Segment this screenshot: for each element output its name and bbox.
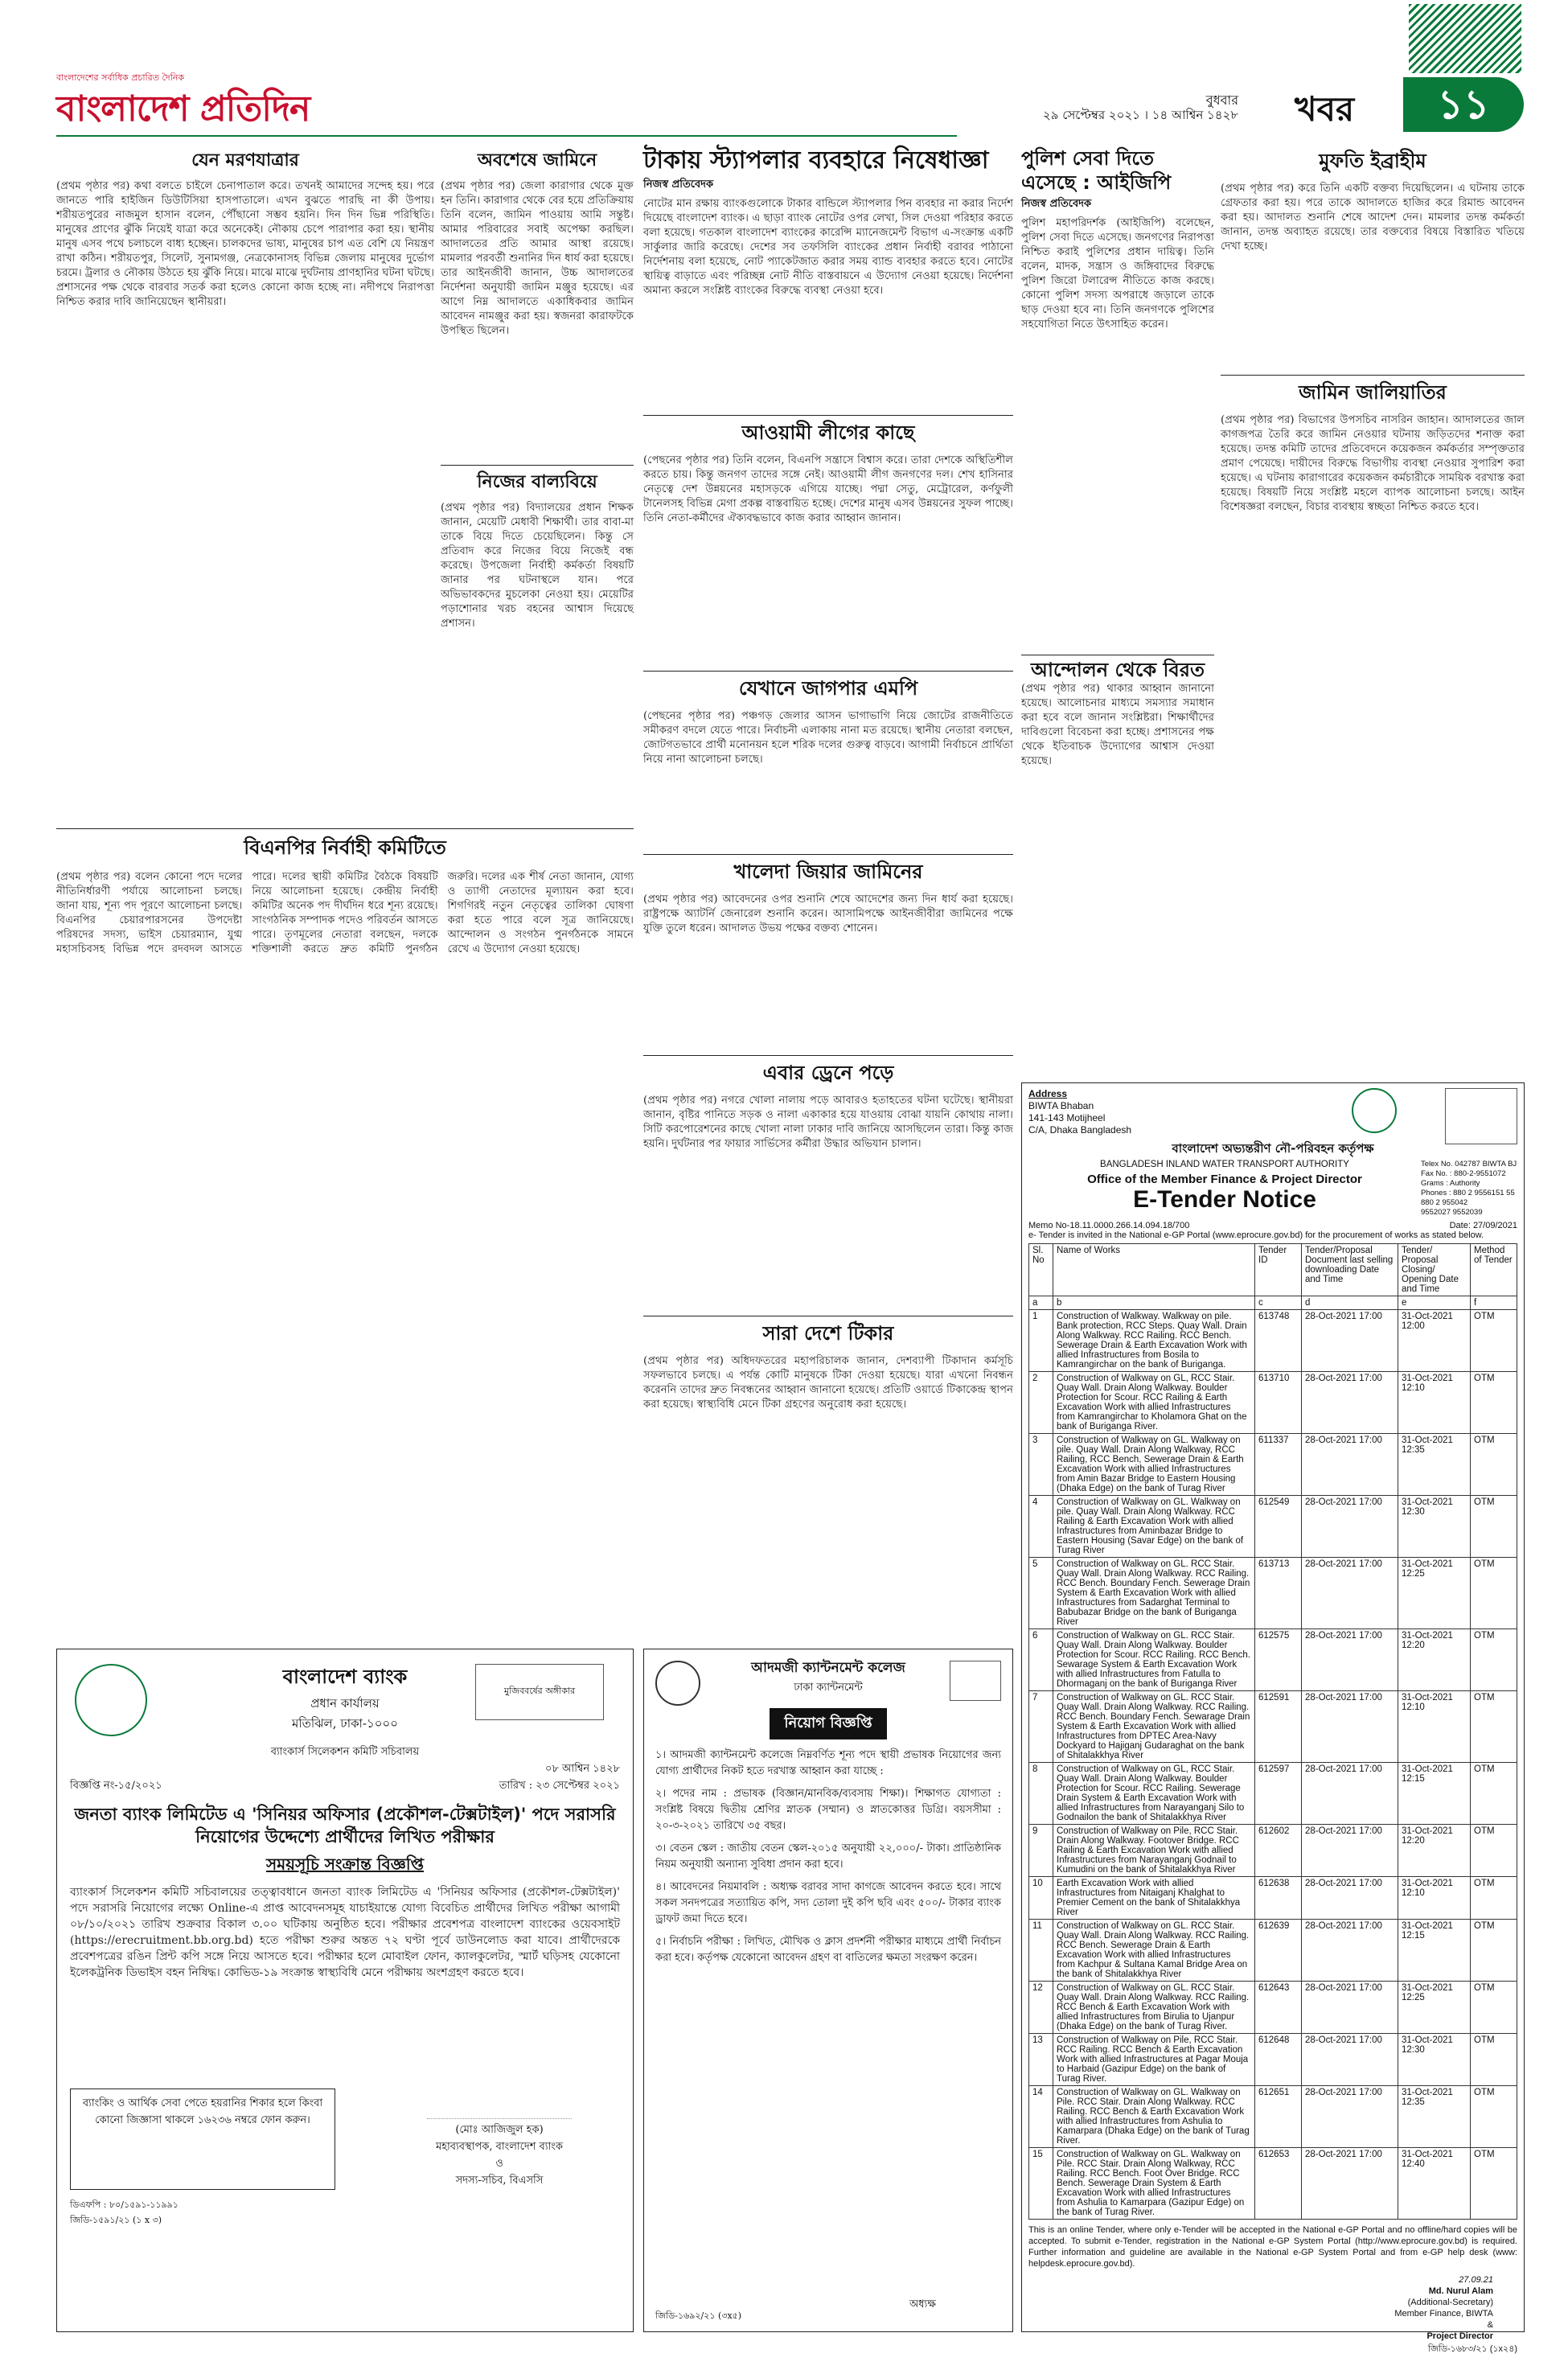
table-cell-last: 28-Oct-2021 17:00 <box>1302 1825 1398 1877</box>
signer-title: Project Director <box>1426 2331 1493 2341</box>
table-cell-last: 28-Oct-2021 17:00 <box>1302 1629 1398 1691</box>
ad-ref: জিডি-১৬৮৩/২১ (১x২৪) <box>1427 2344 1517 2354</box>
article-body: (প্রথম পৃষ্ঠার পর) অধিদফতরের মহাপরিচালক জানান, দেশব্যাপী টিকাদান কর্মসূচি সফলভাবে চলছে। এ পর্যন্ত কোটি মানুষকে টিকা দেওয়া হয়েছে। যারা এখনো নিবন্ধন করেননি তাদের দ্রুত নিবন্ধনের আহ্বান জানানো হয়েছে। প্রতিটি ওয়ার্ডে টিকাকেন্দ্র স্থাপন করা হয়েছে। স্বাস্থ্যবিধি মেনে টিকা গ্রহণের অনুরোধ করা হয়েছে। <box>643 1355 1013 1411</box>
table-cell-method: OTM <box>1471 1558 1517 1629</box>
table-row <box>1029 2148 1517 2220</box>
article-drain <box>643 1058 1013 1314</box>
article-bnp <box>56 833 634 1637</box>
table-cell-method: OTM <box>1471 1372 1517 1434</box>
article-marriage <box>441 468 634 822</box>
divider <box>643 671 1013 672</box>
table-cell-name: Construction of Walkway on GL. RCC Stair. Quay Wall. Drain Along Walkway. RCC Railing. RCC Bench & Earth Excavation Work with allied Infrastructures from Birulia to Ujanpur (Dhaka Edge) on the bank of Turag River. <box>1053 1982 1255 2034</box>
notice-item: ৩। বেতন স্কেল : জাতীয় বেতন স্কেল-২০১৫ অনুযায়ী ২২,০০০/- টাকা। প্রাতিষ্ঠানিক নিয়ম অনুযায়ী অন্যান্য সুবিধা প্রদান করা হবে। <box>655 1842 1001 1871</box>
signer-name: Md. Nurul Alam <box>1428 2286 1493 2296</box>
masthead <box>0 0 1568 161</box>
table-cell-close: 31-Oct-2021 12:10 <box>1398 1691 1471 1763</box>
ad-biwta-etender <box>1021 1082 1525 2354</box>
table-cell-method: OTM <box>1471 2086 1517 2148</box>
table-cell-sl: 12 <box>1029 1982 1053 2034</box>
table-row <box>1029 1310 1517 1372</box>
notice-body: ব্যাংকার্স সিলেকশন কমিটি সচিবালয়ের তত্ত্বাবধানে জনতা ব্যাংক লিমিটেড এ 'সিনিয়র অফিসার (প্রকৌশল-টেক্সটাইল)' পদে সরাসরি নিয়োগের লক্ষ্যে Online-এ প্রাপ্ত আবেদনসমূহ যাচাইয়ান্তে যোগ্য বিবেচিত প্রার্থীদের লিখিত পরীক্ষা আগামী ০৮/১০/২০২১ তারিখ শুক্রবার বিকাল ৩.০০ ঘটিকায় অনুষ্ঠিত হবে। পরীক্ষার প্রবেশপত্র বাংলাদেশ ব্যাংকের ওয়েবসাইট (https://erecruitment.bb.org.bd) হতে পরীক্ষা শুরুর অন্তত ৭২ ঘণ্টা পূর্বে ডাউনলোড করা যাবে। প্রার্থীদেরকে প্রবেশপত্রের রঙিন প্রিন্ট কপি সঙ্গে নিয়ে আসতে হবে। পরীক্ষার হলে মোবাইল ফোন, ক্যালকুলেটর, স্মার্ট ঘড়িসহ যেকোনো ইলেকট্রনিক ডিভাইস বহন নিষিদ্ধ। কোভিড-১৯ সংক্রান্ত স্বাস্থ্যবিধি মেনে পরীক্ষায় অংশগ্রহণ করতে হবে। <box>70 1886 620 1979</box>
table-cell-sl: 13 <box>1029 2034 1053 2086</box>
headline[interactable]: খালেদা জিয়ার জামিনের <box>733 860 923 883</box>
table-header-row <box>1029 1244 1517 1296</box>
table-cell-close: 31-Oct-2021 12:00 <box>1398 1310 1471 1372</box>
newspaper-logo[interactable]: বাংলাদেশ প্রতিদিন <box>56 88 310 129</box>
article-stapler <box>643 146 1013 412</box>
table-cell-id: 612651 <box>1255 2086 1302 2148</box>
ad-city: ঢাকা ক্যান্টনমেন্ট <box>794 1682 863 1694</box>
signer-title: Member Finance, BIWTA <box>1394 2309 1493 2319</box>
table-cell-method: OTM <box>1471 1629 1517 1691</box>
table-cell-id: 612549 <box>1255 1496 1302 1558</box>
table-cell-id: 612653 <box>1255 2148 1302 2220</box>
table-cell-close: 31-Oct-2021 12:15 <box>1398 1763 1471 1825</box>
table-cell-last: 28-Oct-2021 17:00 <box>1302 2086 1398 2148</box>
table-row <box>1029 1434 1517 1496</box>
headline[interactable]: যেখানে জাগপার এমপি <box>738 677 918 700</box>
table-letter-row <box>1029 1296 1517 1310</box>
signer: অধ্যক্ষ <box>909 2298 936 2310</box>
table-cell-id: 612591 <box>1255 1691 1302 1763</box>
table-cell-method: OTM <box>1471 1920 1517 1982</box>
table-cell-sl: 14 <box>1029 2086 1053 2148</box>
col-header: Tender ID <box>1255 1244 1302 1296</box>
address-line: C/A, Dhaka Bangladesh <box>1028 1124 1132 1136</box>
headline[interactable]: বিএনপির নির্বাহী কমিটিতে <box>244 836 446 859</box>
table-row <box>1029 1372 1517 1434</box>
notice-item: ১। আদমজী ক্যান্টনমেন্ট কলেজে নিম্নবর্ণিত শূন্য পদে স্থায়ী প্রভাষক নিয়োগের জন্য যোগ্য প্রার্থীদের নিকট হতে দরখাস্ত আহ্বান করা যাচ্ছে : <box>655 1749 1001 1777</box>
table-cell-close: 31-Oct-2021 12:25 <box>1398 1558 1471 1629</box>
table-row <box>1029 2086 1517 2148</box>
divider <box>441 465 634 466</box>
table-cell-last: 28-Oct-2021 17:00 <box>1302 1982 1398 2034</box>
table-row <box>1029 1691 1517 1763</box>
ad-ref-2: জিডি-১৫৯১/২১ (১ x ৩) <box>70 2215 162 2225</box>
article-police <box>1021 146 1214 653</box>
table-cell-last: 28-Oct-2021 17:00 <box>1302 1558 1398 1629</box>
notice-footer: This is an online Tender, where only e-Tender will be accepted in the National e-GP Portal and no offline/hard copies will be accepted. To submit e-Tender, registration in the National e-GP System Portal (http://www.eprocure.gov.bd) is required. Further information and guideline are available in the National e-GP System Portal and from e-GP help desk (www: helpdesk.eprocure.gov.bd). <box>1028 2225 1517 2269</box>
ad-committee: ব্যাংকার্স সিলেকশন কমিটি সচিবালয় <box>270 1746 420 1758</box>
col-header: Tender/ Proposal Closing/ Opening Date and Time <box>1398 1244 1471 1296</box>
table-cell-method: OTM <box>1471 1825 1517 1877</box>
ad-ref: জিডি-১৬৯২/২১ (৩x৫) <box>655 2310 742 2321</box>
col-letter: f <box>1471 1296 1517 1310</box>
notice-item: ৫। নির্বাচনি পরীক্ষা : লিখিত, মৌখিক ও ক্লাস প্রদর্শনী পরীক্ষার মাধ্যমে প্রার্থী নির্বাচন করা হবে। কর্তৃপক্ষ যেকোনো আবেদন গ্রহণ বা বাতিলের ক্ষমতা সংরক্ষণ করেন। <box>655 1936 1001 1964</box>
address-line: 141-143 Motijheel <box>1028 1112 1106 1123</box>
table-row <box>1029 1920 1517 1982</box>
signer-title: & <box>1487 2320 1493 2330</box>
table-cell-method: OTM <box>1471 1691 1517 1763</box>
article-body: (প্রথম পৃষ্ঠার পর) করে তিনি একটি বক্তব্য দিয়েছিলেন। এ ঘটনায় তাকে গ্রেফতার করা হয়। পরে তাকে আদালতে হাজির করে রিমান্ড আবেদন করা হয়। আদালত শুনানি শেষে আদেশ দেন। মামলার তদন্ত কর্মকর্তা জানান, তদন্ত অব্যাহত রয়েছে। তার বক্তব্যের বিষয়ে বিস্তারিত খতিয়ে দেখা হচ্ছে। <box>1221 183 1525 253</box>
signer-title: মহাব্যবস্থাপক, বাংলাদেশ ব্যাংক <box>435 2141 564 2153</box>
mujib-badge <box>950 1661 1001 1701</box>
table-cell-close: 31-Oct-2021 12:35 <box>1398 1434 1471 1496</box>
table-cell-method: OTM <box>1471 2148 1517 2220</box>
contact-line: Phones : 880 2 9556151 55 <box>1421 1189 1515 1197</box>
contact-line: 9552027 9552039 <box>1421 1208 1483 1217</box>
notice-title: E-Tender Notice <box>1133 1186 1316 1213</box>
table-cell-sl: 4 <box>1029 1496 1053 1558</box>
table-cell-name: Construction of Walkway on GL. RCC Stair. Quay Wall. Drain Along Walkway. RCC Railing. RCC Bench. Sewerage Drain & Earth Excavation Work with allied Infrastructures from Kachpur & Sultana Kamal Bridge Area on the bank of Shitalakkhya River <box>1053 1920 1255 1982</box>
article-vaccine <box>643 1319 1013 1637</box>
article-bail <box>441 146 634 460</box>
article-body: (প্রথম পৃষ্ঠার পর) বিভাগের উপসচিব নাসরিন জাহান। আদালতের জাল কাগজপত্র তৈরি করে জামিন নেওয়ার ঘটনায় জড়িতদের শনাক্ত করা হয়েছে। তদন্ত কমিটি তাদের প্রতিবেদনে কয়েকজন কর্মকর্তার সম্পৃক্ততার প্রমাণ পেয়েছে। দায়ীদের বিরুদ্ধে বিভাগীয় ব্যবস্থা নেওয়ার সুপারিশ করা হয়েছে। এ ঘটনায় কারাগারের কয়েকজন কর্মচারীকে সাময়িক বরখাস্ত করা হয়েছে। বিষয়টি নিয়ে সংশ্লিষ্ট মহলে ব্যাপক আলোচনা চলছে। আইন বিশেষজ্ঞরা বলছেন, বিচার ব্যবস্থায় স্বচ্ছতা নিশ্চিত করতে হবে। <box>1221 414 1525 513</box>
headline[interactable]: জামিন জালিয়াতির <box>1299 381 1447 404</box>
table-cell-name: Construction of Walkway on GL. RCC Stair. Quay Wall. Drain Along Walkway. Boulder Protection for Scour. RCC Railing. RCC Bench. Sewarage System & Earth Excavation Work with allied Infrastructures from Fatulla to Dhormaganj on the bank of Buriganga River <box>1053 1629 1255 1691</box>
table-cell-id: 612638 <box>1255 1877 1302 1920</box>
table-cell-name: Construction of Walkway. Walkway on pile. Bank protection, RCC Steps. Quay Wall. Drain Along Walkway. RCC Railing. RCC Bench. Sewerage Drain & Earth Excavation Work with allied Infrastructures from Bosila to Kamrangirchar on the bank of Buriganga. <box>1053 1310 1255 1372</box>
date-label: তারিখ : <box>499 1780 533 1792</box>
contact-line: Fax No. : 880-2-9551072 <box>1421 1169 1506 1178</box>
table-cell-id: 612575 <box>1255 1629 1302 1691</box>
headline[interactable]: পুলিশ সেবা দিতে এসেছে : আইজিপি <box>1021 147 1172 194</box>
article-body: (প্রথম পৃষ্ঠার পর) নগরে খোলা নালায় পড়ে আবারও হতাহতের ঘটনা ঘটেছে। স্থানীয়রা জানান, বৃষ্টির পানিতে সড়ক ও নালা একাকার হয়ে যাওয়ায় বোঝা যায়নি কোথায় নালা। সিটি করপোরেশনের কাছে খোলা নালা ঢাকার দাবি জানিয়ে আসছিলেন তারা। কিন্তু কাজ হয়নি। দুর্ঘটনার পর ফায়ার সার্ভিসের কর্মীরা উদ্ধার অভিযান চালান। <box>643 1095 1013 1150</box>
divider <box>643 415 1013 416</box>
ad-address: মতিঝিল, ঢাকা-১০০০ <box>292 1716 398 1731</box>
table-cell-last: 28-Oct-2021 17:00 <box>1302 1920 1398 1982</box>
table-cell-id: 612602 <box>1255 1825 1302 1877</box>
ad-bangladesh-bank <box>56 1649 634 2332</box>
table-cell-id: 613710 <box>1255 1372 1302 1434</box>
table-cell-method: OTM <box>1471 1434 1517 1496</box>
article-body: (পেছনের পৃষ্ঠার পর) তিনি বলেন, বিএনপি সন্ত্রাসে বিশ্বাস করে। তারা দেশকে অস্থিতিশীল করতে চায়। কিন্তু জনগণ তাদের সঙ্গে নেই। আওয়ামী লীগ জনগণের দল। শেখ হাসিনার নেতৃত্বে দেশ উন্নয়নের মহাসড়কে এগিয়ে যাচ্ছে। পদ্মা সেতু, মেট্রোরেল, কর্ণফুলী টানেলসহ বিভিন্ন মেগা প্রকল্প বাস্তবায়িত হচ্ছে। দেশের মানুষ এসব উন্নয়নের সুফল পাচ্ছে। তিনি নেতা-কর্মীদের ঐক্যবদ্ধভাবে কাজ করার আহ্বান জানান। <box>643 454 1013 524</box>
mujib-badge <box>1445 1088 1517 1144</box>
headline[interactable]: যেন মরণযাত্রার <box>191 150 299 170</box>
table-cell-name: Construction of Walkway on Pile, RCC Stair. RCC Railing. RCC Bench & Earth Excavation Work with allied Infrastructures at Pagar Mouja to Harbaid (Gazipur Edge) on the bank of Turag River. <box>1053 2034 1255 2086</box>
table-cell-last: 28-Oct-2021 17:00 <box>1302 1310 1398 1372</box>
college-emblem <box>655 1661 700 1706</box>
article-fraud <box>1221 378 1525 1076</box>
table-cell-last: 28-Oct-2021 17:00 <box>1302 1434 1398 1496</box>
masthead-divider-left <box>56 135 957 137</box>
table-cell-method: OTM <box>1471 1763 1517 1825</box>
mujib-badge <box>475 1664 604 1720</box>
table-cell-id: 612643 <box>1255 1982 1302 2034</box>
table-cell-close: 31-Oct-2021 12:10 <box>1398 1372 1471 1434</box>
table-row <box>1029 1496 1517 1558</box>
article-body: (প্রথম পৃষ্ঠার পর) থাকার আহ্বান জানানো হয়েছে। আলোচনার মাধ্যমে সমস্যার সমাধান করা হবে বলে জানান সংশ্লিষ্টরা। শিক্ষার্থীদের দাবিগুলো বিবেচনা করা হচ্ছে। প্রশাসনের পক্ষ থেকে ইতিবাচক উদ্যোগের আশ্বাস দেওয়া হয়েছে। <box>1021 683 1214 767</box>
table-cell-last: 28-Oct-2021 17:00 <box>1302 1691 1398 1763</box>
table-cell-last: 28-Oct-2021 17:00 <box>1302 1763 1398 1825</box>
signature-date: 27.09.21 <box>1459 2275 1493 2285</box>
reporter: নিজস্ব প্রতিবেদক <box>1021 198 1092 210</box>
contact-line: Grams : Authority <box>1421 1179 1480 1188</box>
signature-scribble <box>427 2089 572 2119</box>
col-header: Sl. No <box>1029 1244 1053 1296</box>
table-cell-close: 31-Oct-2021 12:30 <box>1398 2034 1471 2086</box>
table-cell-sl: 3 <box>1029 1434 1053 1496</box>
notice-date: Date: 27/09/2021 <box>1449 1221 1517 1230</box>
table-cell-close: 31-Oct-2021 12:20 <box>1398 1629 1471 1691</box>
contact-line: Telex No. 042787 BIWTA BJ <box>1421 1160 1517 1169</box>
notice-number: বিজ্ঞপ্তি নং-১৫/২০২১ <box>70 1780 162 1792</box>
article-body: (প্রথম পৃষ্ঠার পর) কথা বলতে চাইলে চেনাপাতাল করে। তখনই আমাদের সন্দেহ হয়। পরে জানতে পারি হাইজিন ডিউটিসিয়া হাসপাতালে। এখন বুঝতে পারছি না কী উপায়। শরীয়তপুরের নাজমুল হাসান বলেন, পৌঁছানো সম্ভব হয়নি। দিন দিন ভিন্ন পরিস্থিতি। মানুষের প্রাণের ঝুঁকি নিয়েই যাত্রা করে অনেকেই। নৌকায় চেপে পারাপার করা হয়। স্থানীয় মানুষ এসব পথে চলাচলে বাধ্য হচ্ছেন। চালকদের ভাষ্য, মানুষের চাপ এত বেশি যে নিয়ন্ত্রণ রাখা কঠিন। শরীয়তপুর, সিলেট, সুনামগঞ্জ, নেত্রকোনাসহ বিভিন্ন জেলায় মানুষের দুর্ভোগ চরমে। ট্রলার ও নৌকায় উঠতে হয় ঝুঁকি নিয়ে। মাঝে মাঝে দুর্ঘটনায় প্রাণহানির ঘটনা ঘটছে। প্রশাসনের পক্ষ থেকে বারবার সতর্ক করা হলেও কোনো কাজ হচ্ছে না। নদীপথে নিরাপত্তা নিশ্চিত করার দাবি জানিয়েছেন স্থানীয়রা। <box>56 180 434 308</box>
table-cell-close: 31-Oct-2021 12:10 <box>1398 1877 1471 1920</box>
table-cell-close: 31-Oct-2021 12:15 <box>1398 1920 1471 1982</box>
table-cell-name: Construction of Walkway on GL. RCC Stair. Quay Wall. Drain Along Walkway. RCC Railing. RCC Bench. Boundary Fench. Sewarage Drain System & Earth Excavation Work with allied Infrastructures from DPTEC Area-Navy Dockyard to Hajiganj Gudaraghat on the bank of Shitalakkhya River <box>1053 1691 1255 1763</box>
table-cell-method: OTM <box>1471 1982 1517 2034</box>
table-cell-id: 613748 <box>1255 1310 1302 1372</box>
table-cell-close: 31-Oct-2021 12:40 <box>1398 2148 1471 2220</box>
table-cell-sl: 1 <box>1029 1310 1053 1372</box>
col-header: Name of Works <box>1053 1244 1255 1296</box>
headline[interactable]: আওয়ামী লীগের কাছে <box>741 421 915 444</box>
signer-role: ও <box>495 2158 503 2170</box>
table-row <box>1029 1763 1517 1825</box>
table-cell-method: OTM <box>1471 1310 1517 1372</box>
table-cell-name: Construction of Walkway on GL. RCC Stair. Quay Wall. Drain Along Walkway. RCC Railing. RCC Bench. Boundary Fench. Sewerage Drain System & Earth Excavation Work with allied Infrastructures from Sadarghat Terminal to Babubazar Bridge on the bank of Buriganga River <box>1053 1558 1255 1629</box>
article-body: (প্রথম পৃষ্ঠার পর) বলেন কোনো পদে দলের নীতিনির্ধারণী পর্যায়ে আলোচনা চলছে। জানা যায়, শূন্য পদ পূরণে আলোচনা চলছে। বিএনপির চেয়ারপারসনের উপদেষ্টা পরিষদের সদস্য, ভাইস চেয়ারম্যান, যুগ্ম মহাসচিবসহ বিভিন্ন পদে রদবদল আসতে পারে। দলের স্থায়ী কমিটির বৈঠকে বিষয়টি নিয়ে আলোচনা হয়েছে। কেন্দ্রীয় নির্বাহী কমিটির অনেক পদ দীর্ঘদিন ধরে শূন্য রয়েছে। সাংগঠনিক সম্পাদক পদেও পরিবর্তন আসতে পারে। তৃণমূলের নেতারা বলছেন, দলকে শক্তিশালী করতে দ্রুত কমিটি পুনর্গঠন জরুরি। দলের এক শীর্ষ নেতা জানান, যোগ্য ও ত্যাগী নেতাদের মূল্যায়ন করা হবে। শিগগিরই নতুন নেতৃত্বের তালিকা ঘোষণা করা হতে পারে বলে সূত্র জানিয়েছে। আন্দোলন ও সংগঠন পুনর্গঠনকে সামনে রেখে এ উদ্যোগ নেওয়া হয়েছে। <box>56 871 634 955</box>
table-cell-close: 31-Oct-2021 12:20 <box>1398 1825 1471 1877</box>
headline[interactable]: টাকায় স্ট্যাপলার ব্যবহারে নিষেধাজ্ঞা <box>643 146 989 175</box>
table-cell-method: OTM <box>1471 2034 1517 2086</box>
article-body: (প্রথম পৃষ্ঠার পর) বিদ্যালয়ের প্রধান শিক্ষক জানান, মেয়েটি মেধাবী শিক্ষার্থী। তার বাবা-মা তাকে বিয়ে দিতে চেয়েছিলেন। কিন্তু সে প্রতিবাদ করে নিজের বিয়ে নিজেই বন্ধ করেছে। উপজেলা নির্বাহী কর্মকর্তা বিষয়টি জানার পর ঘটনাস্থলে যান। পরে অভিভাবকদের মুচলেকা নেওয়া হয়। মেয়েটির পড়াশোনার খরচ বহনের আশ্বাস দিয়েছে প্রশাসন। <box>441 502 634 630</box>
col-letter: b <box>1053 1296 1255 1310</box>
col-letter: e <box>1398 1296 1471 1310</box>
notice-subtitle: সময়সূচি সংক্রান্ত বিজ্ঞপ্তি <box>265 1854 425 1874</box>
divider <box>643 854 1013 855</box>
date-en: ২৩ সেপ্টেম্বর ২০২১ <box>536 1780 620 1792</box>
article-awami <box>643 418 1013 667</box>
address-label: Address <box>1028 1088 1068 1099</box>
article-body: (পেছনের পৃষ্ঠার পর) পঞ্চগড় জেলার আসন ভাগাভাগি নিয়ে জোটের রাজনীতিতে সমীকরণ বদলে যেতে পারে। নির্বাচনী এলাকায় নানা মত রয়েছে। স্থানীয় নেতারা বলছেন, জোটগতভাবে প্রার্থী মনোনয়ন হলে শরিক দলের গুরুত্ব বাড়বে। আগামী নির্বাচনে প্রার্থিতা নিয়ে নানা আলোচনা চলছে। <box>643 710 1013 766</box>
tender-rows <box>1029 1310 1517 2220</box>
col-header: Method of Tender <box>1471 1244 1517 1296</box>
contact-line: 880 2 955042 <box>1421 1198 1468 1207</box>
issue-date: ২৯ সেপ্টেম্বর ২০২১ । ১৪ আশ্বিন ১৪২৮ <box>1043 108 1238 122</box>
ad-ref-1: ডিএফপি : ৮০/১৫৯১-১১৯৯১ <box>70 2199 179 2210</box>
article-jagpa <box>643 674 1013 852</box>
table-cell-id: 612597 <box>1255 1763 1302 1825</box>
article-movement <box>1021 658 1214 1076</box>
table-cell-id: 612639 <box>1255 1920 1302 1982</box>
table-cell-method: OTM <box>1471 1496 1517 1558</box>
table-cell-sl: 9 <box>1029 1825 1053 1877</box>
notice-items <box>655 1748 1001 1966</box>
ad-date-bn: ০৮ আশ্বিন ১৪২৮ <box>545 1763 620 1775</box>
table-row <box>1029 1558 1517 1629</box>
table-cell-sl: 7 <box>1029 1691 1053 1763</box>
headline[interactable]: সারা দেশে টিকার <box>762 1322 894 1345</box>
col-header: Tender/Proposal Document last selling downloading Date and Time <box>1302 1244 1398 1296</box>
org-name-bn: বাংলাদেশ অভ্যন্তরীণ নৌ-পরিবহন কর্তৃপক্ষ <box>1172 1141 1374 1156</box>
notice-intro: e- Tender is invited in the National e-GP Portal (www.eprocure.gov.bd) for the procurement of works as stated below. <box>1028 1230 1484 1240</box>
notice-item: ২। পদের নাম : প্রভাষক (বিজ্ঞান/মানবিক/ব্যবসায় শিক্ষা)। শিক্ষাগত যোগ্যতা : সংশ্লিষ্ট বিষয়ে দ্বিতীয় শ্রেণির স্নাতক (সম্মান) ও স্নাতকোত্তর ডিগ্রি। বয়সসীমা : ২০-৩-২০২১ তারিখে ৩৫ বছর। <box>655 1788 1001 1832</box>
table-cell-sl: 5 <box>1029 1558 1053 1629</box>
notice-title: জনতা ব্যাংক লিমিটেড এ 'সিনিয়র অফিসার (প্রকৌশল-টেক্সটাইল)' পদে সরাসরি নিয়োগের উদ্দেশ্যে প্রার্থীদের লিখিত পরীক্ষার <box>74 1805 616 1846</box>
table-cell-sl: 15 <box>1029 2148 1053 2220</box>
headline[interactable]: এবার ড্রেনে পড়ে <box>762 1062 894 1084</box>
reporter: নিজস্ব প্রতিবেদক <box>643 179 714 191</box>
col-letter: a <box>1029 1296 1053 1310</box>
table-cell-name: Construction of Walkway on Pile, RCC Stair. Drain Along Walkway. Footover Bridge. RCC Railing & Earth Excavation Work with allied Infrastructures from Narayanganj Godnail to Kumudini on the bank of Shitalakkhya River <box>1053 1825 1255 1877</box>
headline[interactable]: অবশেষে জামিনে <box>477 150 597 170</box>
signer-role-2: সদস্য-সচিব, বিএসসি <box>455 2175 544 2187</box>
signer-name: (মোঃ আজিজুল হক) <box>455 2124 544 2136</box>
divider <box>643 1055 1013 1056</box>
ad-adamjee-college <box>643 1649 1013 2332</box>
table-row <box>1029 1629 1517 1691</box>
table-cell-sl: 10 <box>1029 1877 1053 1920</box>
table-cell-id: 612648 <box>1255 2034 1302 2086</box>
table-row <box>1029 1982 1517 2034</box>
ad-office: প্রধান কার্যালয় <box>310 1696 380 1711</box>
ad-org: আদমজী ক্যান্টনমেন্ট কলেজ <box>751 1660 905 1676</box>
ad-org: বাংলাদেশ ব্যাংক <box>282 1665 408 1688</box>
office-name: Office of the Member Finance & Project Director <box>1087 1173 1362 1186</box>
memo-number: Memo No-18.11.0000.266.14.094.18/700 <box>1028 1221 1190 1230</box>
col-letter: c <box>1255 1296 1302 1310</box>
table-cell-id: 613713 <box>1255 1558 1302 1629</box>
article-jail <box>56 146 434 826</box>
notice-title: নিয়োগ বিজ্ঞপ্তি <box>770 1708 886 1739</box>
table-cell-close: 31-Oct-2021 12:35 <box>1398 2086 1471 2148</box>
page-number: ১১ <box>1437 81 1490 128</box>
table-cell-sl: 11 <box>1029 1920 1053 1982</box>
article-mufti <box>1221 146 1525 372</box>
table-cell-method: OTM <box>1471 1877 1517 1920</box>
article-body: পুলিশ মহাপরিদর্শক (আইজিপি) বলেছেন, পুলিশ সেবা দিতে এসেছে। জনগণের নিরাপত্তা নিশ্চিত করাই পুলিশের প্রধান দায়িত্ব। তিনি বলেন, মাদক, সন্ত্রাস ও জঙ্গিবাদের বিরুদ্ধে পুলিশ জিরো টলারেন্স নীতিতে কাজ করছে। কোনো পুলিশ সদস্য অপরাধে জড়ালে তাকে ছাড় দেওয়া হবে না। তিনি জনগণকে পুলিশের সহযোগিতা নিতে উৎসাহিত করেন। <box>1021 217 1214 331</box>
tender-table <box>1028 1243 1517 2220</box>
signer-title: (Additional-Secretary) <box>1407 2298 1493 2307</box>
biwta-logo <box>1352 1088 1397 1133</box>
table-cell-sl: 6 <box>1029 1629 1053 1691</box>
table-row <box>1029 2034 1517 2086</box>
table-cell-name: Construction of Walkway on GL. Walkway on Pile. RCC Stair. Drain Along Walkway, RCC Railing. RCC Bench. Foot Over Bridge. RCC Bench. Sewerage Drain System & Earth Excavation Work with allied Infrastructures from Ashulia to Kamarpara (Gazipur Edge) on the bank of Turag River. <box>1053 2148 1255 2220</box>
headline[interactable]: আন্দোলন থেকে বিরত <box>1031 659 1205 681</box>
table-cell-last: 28-Oct-2021 17:00 <box>1302 1372 1398 1434</box>
section-label: খবর <box>1295 89 1355 129</box>
masthead-stripes <box>1409 4 1521 73</box>
table-row <box>1029 1877 1517 1920</box>
article-body: নোটের মান রক্ষায় ব্যাংকগুলোকে টাকার বান্ডিলে স্ট্যাপলার পিন ব্যবহার না করার নির্দেশ দিয়েছে বাংলাদেশ ব্যাংক। এ ছাড়া ব্যাংক নোটের ওপর লেখা, সিল দেওয়া পরিহার করতে বলা হয়েছে। গতকাল বাংলাদেশ ব্যাংকের কারেন্সি ম্যানেজমেন্ট বিভাগ এ-সংক্রান্ত একটি সার্কুলার জারি করেছে। দেশের সব তফসিলি ব্যাংকের প্রধান নির্বাহী বরাবর পাঠানো নির্দেশনায় বলা হয়েছে, নোট প্যাকেটজাত করার সময় ব্যান্ড ব্যবহার করতে হবে। নোটের স্থায়িত্ব বাড়াতে এবং পরিচ্ছন্ন নোট নীতি বাস্তবায়নে এ উদ্যোগ নেওয়া হয়েছে। নির্দেশনা অমান্য করলে সংশ্লিষ্ট ব্যাংকের বিরুদ্ধে ব্যবস্থা নেওয়া হবে। <box>643 198 1013 297</box>
divider <box>56 828 634 829</box>
table-cell-id: 611337 <box>1255 1434 1302 1496</box>
headline[interactable]: নিজের বাল্যবিয়ে <box>477 472 597 492</box>
table-cell-last: 28-Oct-2021 17:00 <box>1302 2148 1398 2220</box>
table-cell-sl: 2 <box>1029 1372 1053 1434</box>
article-khaleda <box>643 857 1013 1054</box>
page-number-badge <box>1403 77 1524 132</box>
table-cell-last: 28-Oct-2021 17:00 <box>1302 1877 1398 1920</box>
table-row <box>1029 1825 1517 1877</box>
article-body: (প্রথম পৃষ্ঠার পর) আবেদনের ওপর শুনানি শেষে আদেশের জন্য দিন ধার্য করা হয়েছে। রাষ্ট্রপক্ষে অ্যাটর্নি জেনারেল শুনানি করেন। আসামিপক্ষে আইনজীবীরা জামিনের পক্ষে যুক্তি তুলে ধরেন। আদালত উভয় পক্ষের বক্তব্য শোনেন। <box>643 893 1013 934</box>
divider <box>1221 375 1525 376</box>
col-letter: d <box>1302 1296 1398 1310</box>
table-cell-close: 31-Oct-2021 12:30 <box>1398 1496 1471 1558</box>
logo-tagline: বাংলাদেশের সর্বাধিক প্রচারিত দৈনিক <box>56 72 185 83</box>
headline[interactable]: মুফতি ইব্রাহীম <box>1319 150 1426 172</box>
table-cell-last: 28-Oct-2021 17:00 <box>1302 1496 1398 1558</box>
table-cell-name: Construction of Walkway on GL. Walkway on pile. Quay Wall. Drain Along Walkway. RCC Railing & Earth Excavation Work with allied Infrastructures from Aminbazar Bridge to Eastern Housing (Savar Edge) on the bank of Turag River <box>1053 1496 1255 1558</box>
table-cell-close: 31-Oct-2021 12:25 <box>1398 1982 1471 2034</box>
article-body: (প্রথম পৃষ্ঠার পর) জেলা কারাগার থেকে মুক্ত হন তিনি। কারাগার থেকে বের হয়ে প্রতিক্রিয়ায় তিনি বলেন, জামিন পাওয়ায় আমি সন্তুষ্ট। আমার পরিবারের সবাই অপেক্ষা করছিল। আদালতের প্রতি আমার আস্থা রয়েছে। মামলার পরবর্তী শুনানির দিন ধার্য করা হয়েছে। তার আইনজীবী জানান, উচ্চ আদালতের নির্দেশনা অনুযায়ী জামিন মঞ্জুর হয়েছে। এর আগে নিম্ন আদালতে একাধিকবার জামিন আবেদন নামঞ্জুর করা হয়। স্বজনরা কারাফটকে উপস্থিত ছিলেন। <box>441 180 634 337</box>
notice-item: ৪। আবেদনের নিয়মাবলি : অধ্যক্ষ বরাবর সাদা কাগজে আবেদন করতে হবে। সাথে সকল সনদপত্রের সত্যায়িত কপি, সদ্য তোলা দুই কপি ছবি এবং ৫০০/- টাকার ব্যাংক ড্রাফট জমা দিতে হবে। <box>655 1881 1001 1925</box>
badge-text: মুজিববর্ষের অঙ্গীকার <box>503 1686 576 1696</box>
table-cell-sl: 8 <box>1029 1763 1053 1825</box>
org-name-en: BANGLADESH INLAND WATER TRANSPORT AUTHORITY <box>1100 1160 1349 1169</box>
table-cell-name: Construction of Walkway on GL, RCC Stair. Quay Wall. Drain Along Walkway. Boulder Protection for Scour. RCC Railing & Earth Excavation Work with allied Infrastructures from Kamrangirchar to Kholamora Ghat on the bank of Buriganga River. <box>1053 1372 1255 1434</box>
helpline-box: ব্যাংকিং ও আর্থিক সেবা পেতে হয়রানির শিকার হলে কিংবা কোনো জিজ্ঞাসা থাকলে ১৬২৩৬ নম্বরে ফোন করুন। <box>70 2089 335 2190</box>
table-cell-last: 28-Oct-2021 17:00 <box>1302 2034 1398 2086</box>
bank-emblem <box>75 1664 147 1736</box>
table-cell-name: Construction of Walkway on GL. Walkway on pile. Quay Wall. Drain Along Walkway, RCC Railing, RCC Bench, Sewerage Drain & Earth Excavation Work with allied Infrastructures from Amin Bazar Bridge to Eastern Housing (Dhaka Edge) on the bank of Turag River <box>1053 1434 1255 1496</box>
table-cell-name: Construction of Walkway on GL. Walkway on Pile. RCC Stair. Drain Along Walkway. RCC Railing. RCC Bench & Earth Excavation Work with allied Infrastructures from Ashulia to Kamarpara (Dhaka Edge) on the bank of Turag River. <box>1053 2086 1255 2148</box>
address-line: BIWTA Bhaban <box>1028 1100 1094 1111</box>
issue-day: বুধবার <box>1205 92 1238 108</box>
table-cell-name: Earth Excavation Work with allied Infrastructures from Nitaiganj Khalghat to Premier Cement on the bank of Shitalakkhya River <box>1053 1877 1255 1920</box>
table-cell-name: Construction of Walkway on GL, RCC Stair. Quay Wall. Drain Along Walkway. Boulder Protection for Scour. RCC Railing. Sewerage Drain System & Earth Excavation Work with allied Infrastructures from Narayanganj Silo to Godnailon the bank of Shitalakkhya River <box>1053 1763 1255 1825</box>
